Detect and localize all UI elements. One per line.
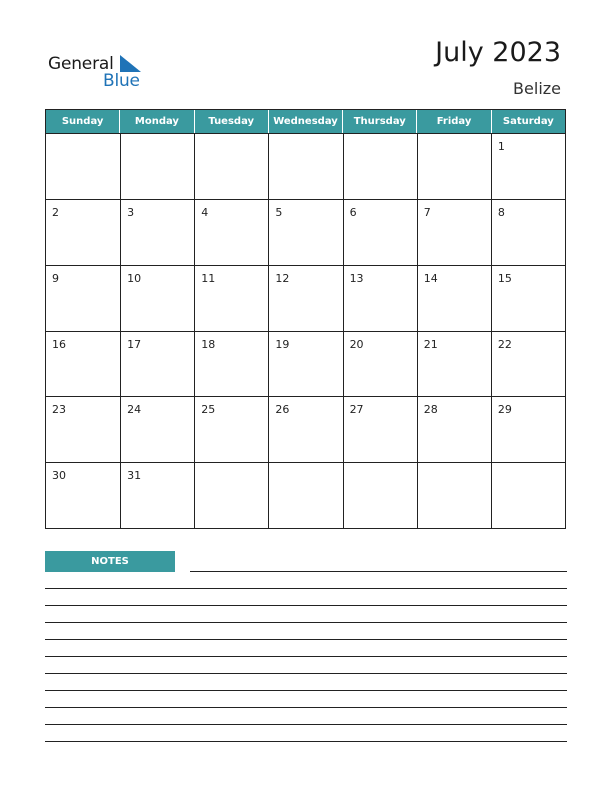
notes-line xyxy=(45,588,567,589)
day-number: 27 xyxy=(349,403,364,417)
notes-line xyxy=(45,673,567,674)
calendar-day-cell xyxy=(343,199,417,265)
day-number: 30 xyxy=(52,469,66,483)
calendar-day-cell xyxy=(120,462,194,528)
calendar-day-cell xyxy=(120,331,194,397)
calendar-day-cell xyxy=(120,265,194,331)
calendar-day-cell xyxy=(343,265,417,331)
calendar-day-cell xyxy=(120,133,194,199)
day-number: 9 xyxy=(52,271,59,285)
calendar-day-cell xyxy=(268,331,342,397)
day-number: 4 xyxy=(201,205,209,219)
calendar-day-cell xyxy=(417,331,491,397)
calendar-day-cell xyxy=(268,462,342,528)
calendar-day-cell xyxy=(343,462,417,528)
day-number: 28 xyxy=(423,403,438,417)
calendar-day-cell xyxy=(46,331,120,397)
calendar-day-cell xyxy=(46,462,120,528)
notes-line xyxy=(190,571,567,572)
day-of-week-wednesday: Wednesday xyxy=(268,110,342,133)
day-number: 19 xyxy=(275,337,290,351)
calendar-day-cell xyxy=(417,265,491,331)
notes-line xyxy=(45,724,567,725)
day-number: 25 xyxy=(201,403,216,417)
day-of-week-friday: Friday xyxy=(416,110,490,133)
calendar-day-cell xyxy=(491,133,565,199)
day-number: 18 xyxy=(201,337,216,351)
day-number: 8 xyxy=(497,205,505,219)
calendar-day-cell xyxy=(194,462,268,528)
day-number: 21 xyxy=(423,337,438,351)
generalblue-logo xyxy=(48,52,148,92)
calendar-day-cell xyxy=(268,199,342,265)
day-number: 6 xyxy=(349,205,357,219)
day-number: 10 xyxy=(127,271,142,285)
calendar-day-cell xyxy=(417,462,491,528)
day-number: 5 xyxy=(275,205,283,219)
day-number: 14 xyxy=(423,271,438,285)
day-of-week-thursday: Thursday xyxy=(342,110,416,133)
day-number: 24 xyxy=(127,403,142,417)
calendar-day-cell xyxy=(194,396,268,462)
notes-line xyxy=(45,707,567,708)
calendar-day-cell xyxy=(268,396,342,462)
calendar-day-cell xyxy=(417,396,491,462)
calendar-day-cell xyxy=(46,265,120,331)
day-number: 20 xyxy=(349,337,364,351)
calendar-day-cell xyxy=(46,133,120,199)
calendar-day-cell xyxy=(343,133,417,199)
day-number: 13 xyxy=(349,271,364,285)
calendar-day-cell xyxy=(491,331,565,397)
day-of-week-tuesday: Tuesday xyxy=(194,110,268,133)
day-number: 22 xyxy=(497,337,512,351)
day-number: 11 xyxy=(201,271,216,285)
notes-line xyxy=(45,622,567,623)
calendar-day-cell xyxy=(268,265,342,331)
day-number: 26 xyxy=(275,403,290,417)
calendar-body xyxy=(46,133,565,528)
calendar-day-cell xyxy=(194,265,268,331)
notes-line xyxy=(45,639,567,640)
logo-text-blue: Blue xyxy=(103,71,140,91)
logo-text-general: General xyxy=(48,54,114,74)
day-number: 2 xyxy=(52,205,59,219)
day-of-week-monday: Monday xyxy=(119,110,193,133)
calendar-grid xyxy=(45,109,566,529)
calendar-day-cell xyxy=(46,199,120,265)
notes-label: NOTES xyxy=(45,551,175,572)
day-of-week-sunday: Sunday xyxy=(61,116,104,127)
notes-line xyxy=(45,656,567,657)
calendar-day-cell xyxy=(120,396,194,462)
calendar-day-cell xyxy=(194,199,268,265)
calendar-day-cell xyxy=(268,133,342,199)
day-number: 15 xyxy=(497,271,512,285)
page-title: July 2023 xyxy=(435,37,561,68)
calendar-day-cell xyxy=(120,199,194,265)
notes-line xyxy=(45,741,567,742)
day-number: 29 xyxy=(497,403,512,417)
calendar-day-cell xyxy=(417,199,491,265)
day-number: 12 xyxy=(275,271,290,285)
calendar-day-cell xyxy=(491,199,565,265)
notes-line xyxy=(45,690,567,691)
day-number: 23 xyxy=(52,403,66,417)
notes-line xyxy=(45,605,567,606)
calendar-day-cell xyxy=(194,133,268,199)
day-number: 3 xyxy=(127,205,135,219)
calendar-day-cell xyxy=(491,265,565,331)
day-of-week-saturday: Saturday xyxy=(491,110,565,133)
calendar-day-cell xyxy=(491,396,565,462)
day-number: 17 xyxy=(127,337,142,351)
calendar-day-cell xyxy=(194,331,268,397)
calendar-day-cell xyxy=(491,462,565,528)
calendar-header-row xyxy=(46,110,565,133)
day-number: 31 xyxy=(127,469,142,483)
calendar-day-cell xyxy=(343,331,417,397)
day-number: 7 xyxy=(423,205,431,219)
country-label: Belize xyxy=(513,79,561,98)
calendar-day-cell xyxy=(343,396,417,462)
calendar-day-cell xyxy=(46,396,120,462)
calendar-day-cell xyxy=(417,133,491,199)
day-number: 1 xyxy=(497,140,505,153)
day-number: 16 xyxy=(52,337,66,351)
logo-triangle-icon xyxy=(120,55,141,72)
